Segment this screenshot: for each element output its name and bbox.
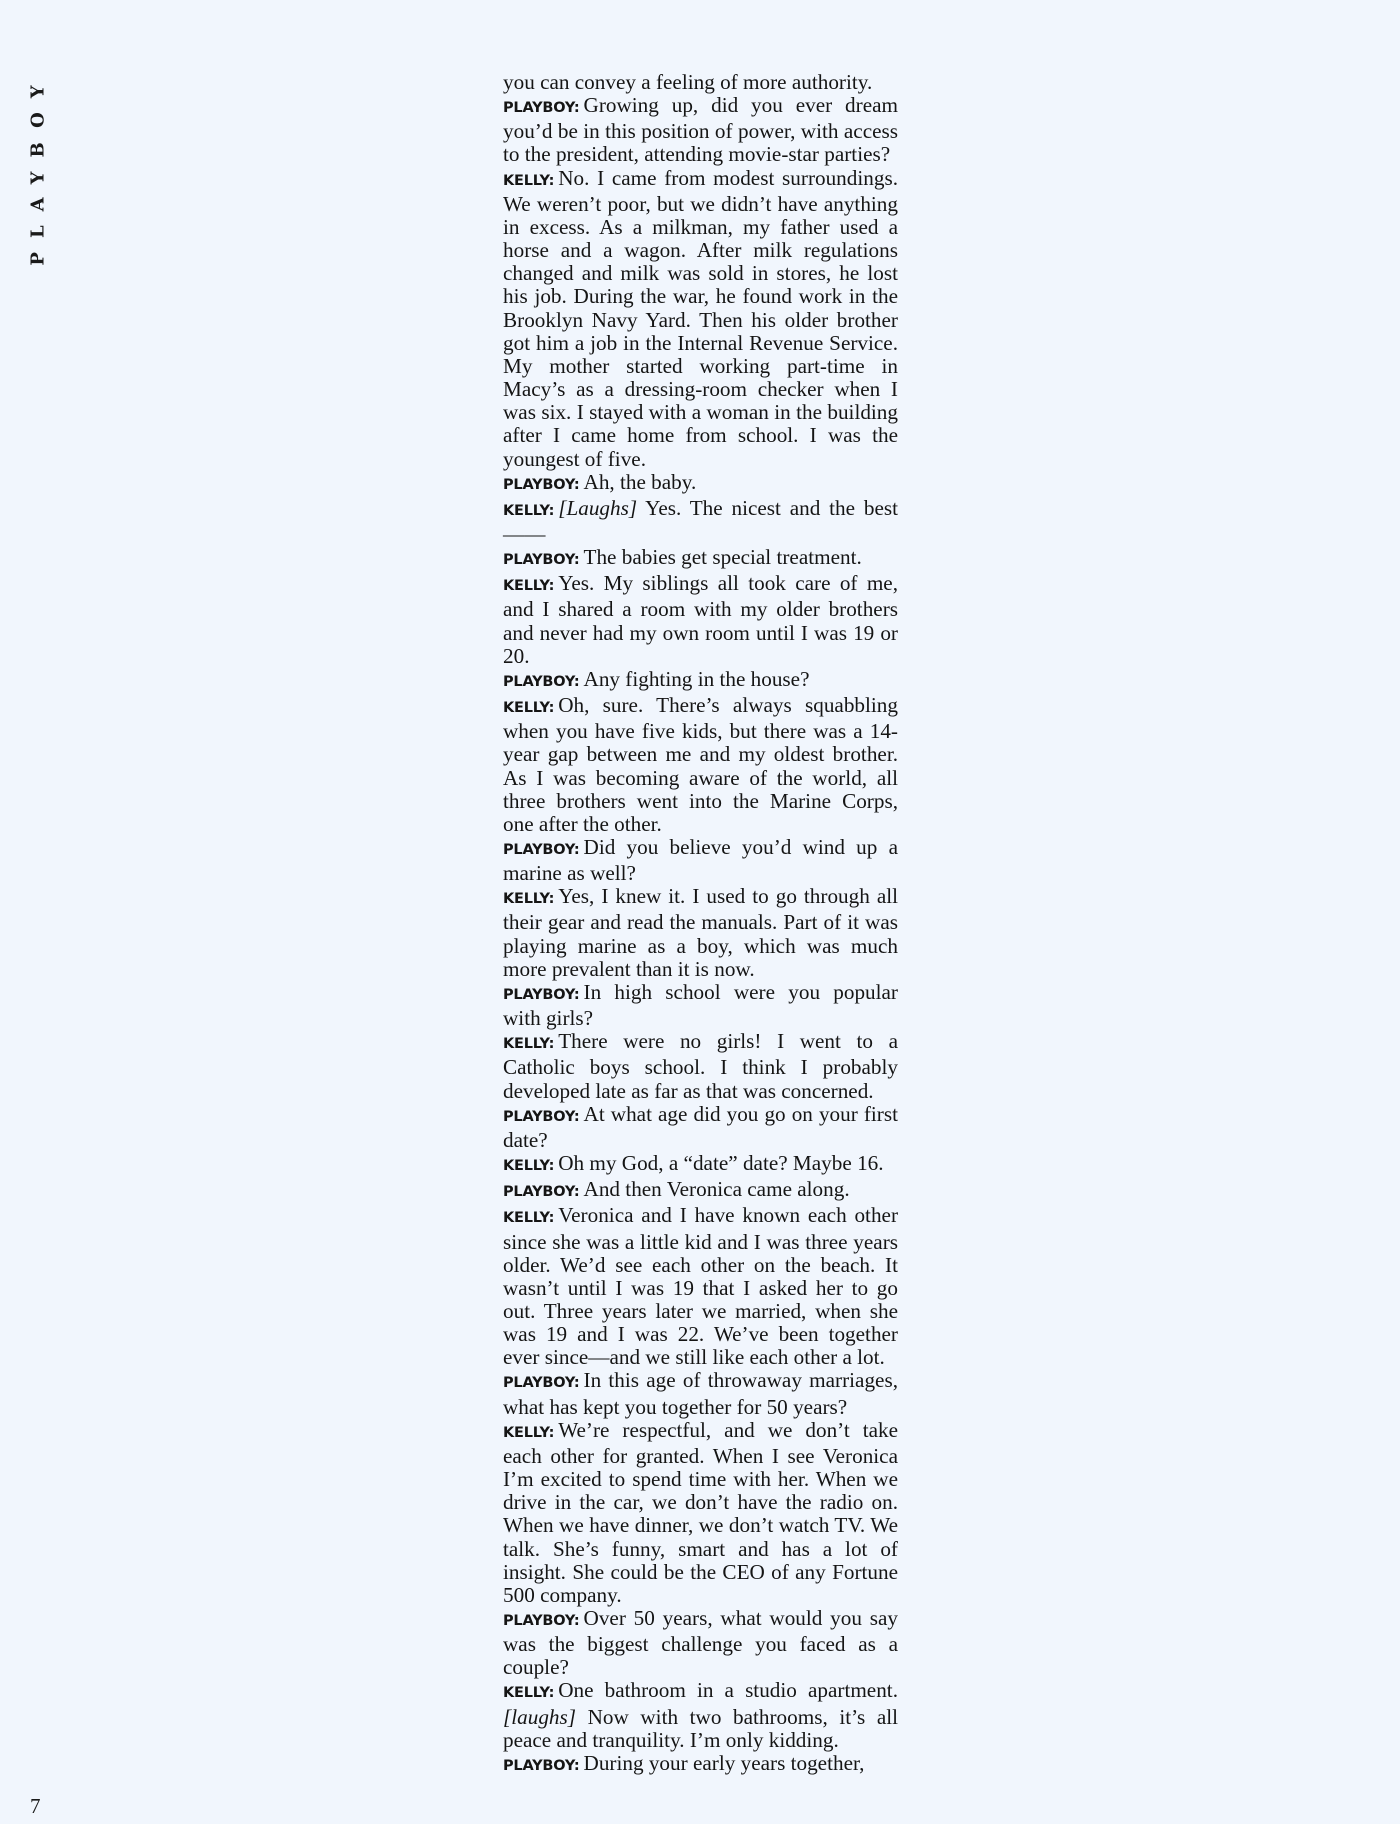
exchange-text: Growing up, did you ever dream you’d be in this position of power, with access to the president, attending movie-star parties? bbox=[503, 93, 898, 167]
exchange-text: Veronica and I have known each other since she was a little kid and I was three years older. We’d see each other on the beach. It wasn’t until I was 19 that I asked her to go out. Three years later we married, when she was 19 and I was 22. We’ve been together ever since—and we still like each other a lot. bbox=[503, 1203, 898, 1370]
exchange-paragraph bbox=[503, 836, 898, 885]
exchange-text: We’re respectful, and we don’t take each other for granted. When I see Veronica I’m excited to spend time with her. When we drive in the car, we don’t have the radio on. When we have dinner, we don’t watch TV. We talk. She’s funny, smart and has a lot of insight. She could be the CEO of any Fortune 500 company. bbox=[503, 1417, 898, 1607]
exchange-paragraph bbox=[503, 1679, 898, 1751]
exchange-text-continued: Now with two bathrooms, it’s all peace and tranquility. I’m only kidding. bbox=[503, 1704, 898, 1752]
exchange-text: Oh, sure. There’s always squabbling when you have five kids, but there was a 14-year gap between me and my oldest brother. As I was becoming aware of the world, all three brothers went into the Marine Corps, one after the other. bbox=[503, 693, 898, 836]
exchange-paragraph bbox=[503, 1103, 898, 1152]
exchange-paragraph bbox=[503, 471, 898, 497]
exchange-paragraph bbox=[503, 1419, 898, 1607]
speaker-label: PLAYBOY: bbox=[503, 842, 580, 858]
exchange-paragraph bbox=[503, 1030, 898, 1102]
speaker-label: PLAYBOY: bbox=[503, 552, 580, 569]
vertical-masthead bbox=[20, 58, 56, 278]
speaker-label: KELLY: bbox=[503, 700, 555, 717]
exchange-text: There were no girls! I went to a Catholic boys school. I think I probably developed late as far as that was concerned. bbox=[503, 1029, 898, 1103]
exchange-text: At what age did you go on your first date? bbox=[503, 1101, 898, 1152]
speaker-label: PLAYBOY: bbox=[503, 1613, 580, 1629]
page-number: 7 bbox=[30, 1794, 41, 1818]
speaker-label: PLAYBOY: bbox=[503, 476, 580, 493]
speaker-label: PLAYBOY: bbox=[503, 1108, 580, 1125]
exchange-paragraph bbox=[503, 1369, 898, 1418]
speaker-label: KELLY: bbox=[503, 502, 555, 519]
speaker-label: KELLY: bbox=[503, 1424, 555, 1441]
exchange-text: And then Veronica came along. bbox=[583, 1177, 850, 1202]
exchange-text: Yes. My siblings all took care of me, and I shared a room with my older brothers and never had my own room until I was 19 or 20. bbox=[503, 571, 898, 668]
speaker-label: KELLY: bbox=[503, 1210, 555, 1227]
exchange-paragraph bbox=[503, 572, 898, 668]
exchange-text: One bathroom in a studio apartment. bbox=[558, 1678, 898, 1703]
speaker-label: KELLY: bbox=[503, 891, 555, 908]
exchange-paragraph bbox=[503, 1178, 898, 1204]
exchange-paragraph bbox=[503, 497, 898, 546]
exchange-text: During your early years together, bbox=[583, 1750, 865, 1775]
exchange-text: Yes. The nicest and the best—— bbox=[503, 495, 898, 546]
exchange-text: Ah, the baby. bbox=[583, 469, 697, 494]
exchange-paragraph bbox=[503, 167, 898, 471]
exchange-paragraph bbox=[503, 885, 898, 981]
exchange-text: Oh my God, a “date” date? Maybe 16. bbox=[558, 1151, 884, 1176]
speaker-label: KELLY: bbox=[503, 1036, 555, 1053]
exchange-paragraph bbox=[503, 1607, 898, 1679]
exchange-paragraph bbox=[503, 94, 898, 166]
exchange-paragraph bbox=[503, 668, 898, 694]
exchange-text: Yes, I knew it. I used to go through all their gear and read the manuals. Part of it was playing marine as a boy, which was much more prevalent than it is now. bbox=[503, 884, 898, 981]
exchange-paragraph bbox=[503, 981, 898, 1030]
speaker-label: PLAYBOY: bbox=[503, 100, 580, 117]
exchange-text: In high school were you popular with girls? bbox=[503, 979, 898, 1031]
stage-direction: [Laughs] bbox=[558, 495, 638, 520]
speaker-label: KELLY: bbox=[503, 578, 555, 595]
exchange-paragraph bbox=[503, 1204, 898, 1369]
exchange-paragraph bbox=[503, 694, 898, 836]
exchange-text: Did you believe you’d wind up a marine as well? bbox=[503, 835, 898, 886]
speaker-label: KELLY: bbox=[503, 1685, 555, 1702]
exchange-text: The babies get special treatment. bbox=[583, 545, 862, 570]
speaker-label: PLAYBOY: bbox=[503, 1375, 580, 1392]
interview-column bbox=[503, 71, 898, 1778]
speaker-label: PLAYBOY: bbox=[503, 1757, 580, 1774]
exchange-text: Any fighting in the house? bbox=[583, 666, 810, 691]
speaker-label: KELLY: bbox=[503, 1158, 555, 1175]
masthead-label: PLAYBOY bbox=[27, 70, 49, 266]
lead-in-paragraph: you can convey a feeling of more authority. bbox=[503, 70, 873, 94]
exchange-paragraph bbox=[503, 1752, 898, 1778]
speaker-label: PLAYBOY: bbox=[503, 986, 580, 1003]
exchange-text: In this age of throwaway marriages, what has kept you together for 50 years? bbox=[503, 1368, 898, 1419]
exchange-paragraph bbox=[503, 1152, 898, 1178]
speaker-label: KELLY: bbox=[503, 172, 555, 189]
stage-direction: [laughs] bbox=[503, 1704, 576, 1729]
exchange-text: No. I came from modest surroundings. We weren’t poor, but we didn’t have anything in excess. As a milkman, my father used a horse and a wagon. After milk regulations changed and milk was sold in stores, he lost his job. During the war, he found work in the Brooklyn Navy Yard. Then his older brother got him a job in the Internal Revenue Service. My mother started working part-time in Macy’s as a dressing-room checker when I was six. I stayed with a woman in the building after I came home from school. I was the youngest of five. bbox=[503, 165, 898, 471]
exchange-paragraph bbox=[503, 546, 898, 572]
speaker-label: PLAYBOY: bbox=[503, 673, 580, 690]
speaker-label: PLAYBOY: bbox=[503, 1184, 580, 1201]
exchange-text: Over 50 years, what would you say was the biggest challenge you faced as a couple? bbox=[503, 1606, 898, 1680]
